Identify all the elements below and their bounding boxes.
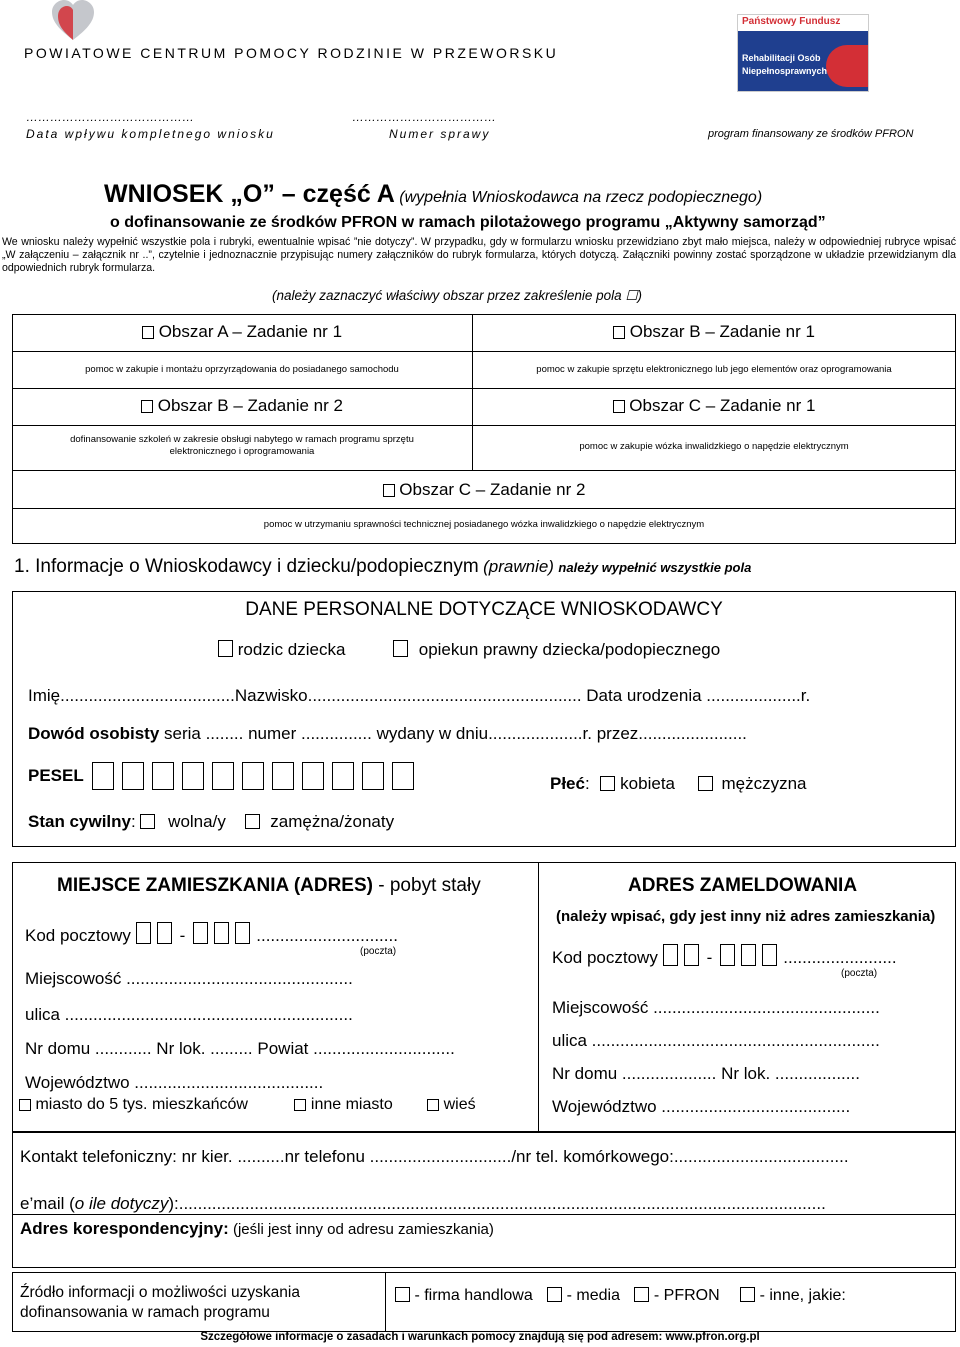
id-row[interactable] xyxy=(28,724,747,744)
office-name: POWIATOWE CENTRUM POMOCY RODZINIE W PRZEWORSKU xyxy=(24,45,559,61)
registration-note: (należy wpisać, gdy jest inny niż adres zamieszkania) xyxy=(556,908,936,925)
registration-city[interactable]: Miejscowość ................................................ xyxy=(552,998,880,1017)
date-received-label: Data wpływu kompletnego wniosku xyxy=(26,127,275,141)
source-pfron-label: - PFRON xyxy=(653,1287,720,1304)
source-pfron-checkbox[interactable] xyxy=(634,1287,649,1302)
pfron-logo xyxy=(737,14,869,92)
town-label: miasto do 5 tys. mieszkańców xyxy=(35,1096,248,1113)
registration-postal-dots: ........................ xyxy=(783,948,897,967)
residence-title-suffix: - pobyt stały xyxy=(372,875,481,896)
sex-female-label: kobieta xyxy=(620,774,675,793)
form-title-main: WNIOSEK „O” – część A xyxy=(104,180,395,208)
sex-male-label: mężczyzna xyxy=(721,774,807,793)
area-b1-checkbox[interactable] xyxy=(613,326,625,339)
footer-note: Szczegółowe informacje o zasadach i warunkach pomocy znajdują się pod adresem: www.pfron.org.pl xyxy=(200,1331,760,1343)
area-b2-desc: dofinansowanie szkoleń w zakresie obsługi nabytego w ramach programu sprzętu elektronicznego i oprogramowania xyxy=(70,434,414,457)
residence-voivodeship[interactable]: Województwo ........................................ xyxy=(25,1073,324,1092)
email-row[interactable] xyxy=(20,1194,826,1214)
area-b1-desc: pomoc w zakupie sprzętu elektronicznego lub jego elementów oraz oprogramowania xyxy=(536,364,892,375)
source-firm-label: - firma handlowa xyxy=(414,1287,533,1304)
residence-postal-label: Kod pocztowy xyxy=(25,926,131,945)
source-firm-checkbox[interactable] xyxy=(395,1287,410,1302)
area-a1-checkbox[interactable] xyxy=(142,326,154,339)
email-pre: e’mail ( xyxy=(20,1194,75,1213)
area-b2-checkbox[interactable] xyxy=(141,400,153,413)
personal-title: DANE PERSONALNE DOTYCZĄCE WNIOSKODAWCY xyxy=(245,599,723,620)
area-c1-checkbox[interactable] xyxy=(613,400,625,413)
area-b1-title: Obszar B – Zadanie nr 1 xyxy=(629,322,815,341)
pcpr-logo xyxy=(50,0,96,42)
civil-single-label: wolna/y xyxy=(168,812,226,831)
residence-postal-dots: .............................. xyxy=(256,926,398,945)
area-b2-title: Obszar B – Zadanie nr 2 xyxy=(157,396,343,415)
residence-title-main: MIEJSCE ZAMIESZKANIA (ADRES) xyxy=(57,875,373,896)
phone-row[interactable]: Kontakt telefoniczny: nr kier. ..........nr telefonu ............................../nr tel. komórkowego:..................................... xyxy=(20,1147,849,1166)
area-c1-title: Obszar C – Zadanie nr 1 xyxy=(629,396,816,415)
residence-house[interactable]: Nr domu ............ Nr lok. ......... Powiat .............................. xyxy=(25,1039,455,1058)
area-c1-option[interactable] xyxy=(472,396,956,416)
other-city-label: inne miasto xyxy=(310,1096,393,1113)
sex-female-checkbox[interactable] xyxy=(600,776,615,791)
pfron-logo-line2: Rehabilitacji Osób xyxy=(742,53,821,63)
area-c2-title: Obszar C – Zadanie nr 2 xyxy=(399,480,586,499)
registration-postal-sub: (poczta) xyxy=(841,968,878,979)
section1-heading xyxy=(14,556,751,578)
email-ital: o ile dotyczy xyxy=(74,1194,169,1213)
corr-label: Adres korespondencyjny: xyxy=(20,1219,229,1238)
pesel-digits[interactable] xyxy=(92,765,422,784)
area-a1-desc: pomoc w zakupie i montażu oprzyrządowania do posiadanego samochodu xyxy=(85,364,399,375)
source-other-checkbox[interactable] xyxy=(740,1287,755,1302)
section1-note: należy wypełnić wszystkie pola xyxy=(558,560,752,575)
program-label: program finansowany ze środków PFRON xyxy=(708,128,914,140)
residence-title xyxy=(57,875,481,897)
area-c1-desc: pomoc w zakupie wózka inwalidzkiego o napędzie elektrycznym xyxy=(579,441,849,452)
registration-house[interactable]: Nr domu .................... Nr lok. .................. xyxy=(552,1064,860,1083)
sex-label: Płeć xyxy=(550,774,585,793)
option-guardian-checkbox[interactable] xyxy=(393,640,408,657)
source-label: Źródło informacji o możliwości uzyskania dofinansowania w ramach programu xyxy=(20,1284,300,1321)
section1-paren: (prawnie) xyxy=(483,557,554,576)
town-checkbox[interactable] xyxy=(19,1099,31,1111)
option-parent-checkbox[interactable] xyxy=(218,640,233,657)
civil-married-label: zamężna/żonaty xyxy=(270,812,395,831)
source-media-label: - media xyxy=(566,1287,620,1304)
pfron-logo-line1: Państwowy Fundusz xyxy=(742,16,841,27)
residence-type-row xyxy=(19,1096,476,1114)
instructions: We wniosku należy wypełnić wszystkie pola i rubryki, ewentualnie wpisać ”nie dotyczy”. W przypadku, gdy w formularzu wniosku przewidziano zbyt mało miejsca, należy w odpowiedniej rubryce wpisać „W załączeniu – załącznik nr ..”, czytelnie i jednoznacznie przypisując numery załączników do rubryk formularza, których dotyczą. Załączniki powinny zostać sporządzone w układzie przewidzianym dla odpowiednich rubryk formularza. xyxy=(2,236,956,274)
registration-postal-label: Kod pocztowy xyxy=(552,948,658,967)
corr-note: (jeśli jest inny od adresu zamieszkania) xyxy=(228,1221,494,1238)
other-city-checkbox[interactable] xyxy=(294,1099,306,1111)
residence-city[interactable]: Miejscowość ................................................ xyxy=(25,969,353,988)
residence-street[interactable]: ulica ............................................................. xyxy=(25,1005,353,1024)
option-parent-label: rodzic dziecka xyxy=(237,640,346,659)
mark-note: (należy zaznaczyć właściwy obszar przez zakreślenie pola ☐) xyxy=(272,288,642,303)
form-title-sub: (wypełnia Wnioskodawca na rzecz podopiecznego) xyxy=(399,189,763,206)
source-media-checkbox[interactable] xyxy=(547,1287,562,1302)
email-post: ):......................................................................................................................................... xyxy=(168,1194,826,1213)
option-guardian-label: opiekun prawny dziecka/podopiecznego xyxy=(418,640,721,659)
registration-title: ADRES ZAMELDOWANIA xyxy=(628,875,858,896)
registration-voivodeship[interactable]: Województwo ........................................ xyxy=(552,1097,851,1116)
area-a1-option[interactable] xyxy=(12,322,472,342)
registration-street[interactable]: ulica ............................................................. xyxy=(552,1031,880,1050)
area-c2-option[interactable] xyxy=(12,480,956,500)
civil-label: Stan cywilny xyxy=(28,812,131,831)
source-options xyxy=(395,1287,846,1305)
name-row[interactable]: Imię.....................................Nazwisko.......................................................... Data urodzenia ....................r. xyxy=(28,686,811,705)
id-rest: seria ........ numer ............... wydany w dniu....................r. przez....................... xyxy=(159,724,747,743)
sex-row: Płeć: kobieta mężczyzna xyxy=(550,774,807,793)
civil-row: Stan cywilny: wolna/y zamężna/żonaty xyxy=(28,812,395,831)
id-label: Dowód osobisty xyxy=(28,724,160,743)
case-dots: ……………………………… xyxy=(352,110,496,124)
residence-postal-row[interactable]: Kod pocztowy - .............................. xyxy=(25,922,398,946)
personal-data-box xyxy=(12,591,956,847)
source-other-label: - inne, jakie: xyxy=(759,1287,846,1304)
option-guardian[interactable] xyxy=(393,640,720,660)
village-checkbox[interactable] xyxy=(427,1099,439,1111)
section1-title: 1. Informacje o Wnioskodawcy i dziecku/podopiecznym xyxy=(14,556,479,577)
registration-postal-row[interactable]: Kod pocztowy - ........................ xyxy=(552,944,897,968)
pesel-label: PESEL xyxy=(28,766,84,785)
corr-row[interactable] xyxy=(20,1219,494,1239)
area-b1-option[interactable] xyxy=(472,322,956,342)
area-c2-desc: pomoc w utrzymaniu sprawności technicznej posiadanego wózka inwalidzkiego o napędzie elektrycznym xyxy=(263,519,705,530)
village-label: wieś xyxy=(443,1096,476,1113)
option-parent[interactable] xyxy=(218,640,345,660)
form-subtitle: o dofinansowanie ze środków PFRON w ramach pilotażowego programu „Aktywny samorząd” xyxy=(110,214,826,231)
sex-male-checkbox[interactable] xyxy=(698,776,713,791)
date-dots: …………………………………… xyxy=(26,110,194,124)
areas-table xyxy=(12,314,956,544)
pesel-row[interactable] xyxy=(28,762,422,790)
civil-married-checkbox[interactable] xyxy=(245,814,260,829)
area-a1-title: Obszar A – Zadanie nr 1 xyxy=(158,322,343,341)
form-title xyxy=(104,180,762,209)
pfron-logo-line3: Niepełnosprawnych xyxy=(742,66,828,76)
civil-single-checkbox[interactable] xyxy=(140,814,155,829)
area-b2-option[interactable] xyxy=(12,396,472,416)
area-c2-checkbox[interactable] xyxy=(383,484,395,497)
residence-postal-sub: (poczta) xyxy=(360,946,397,957)
case-number-label: Numer sprawy xyxy=(389,127,491,141)
